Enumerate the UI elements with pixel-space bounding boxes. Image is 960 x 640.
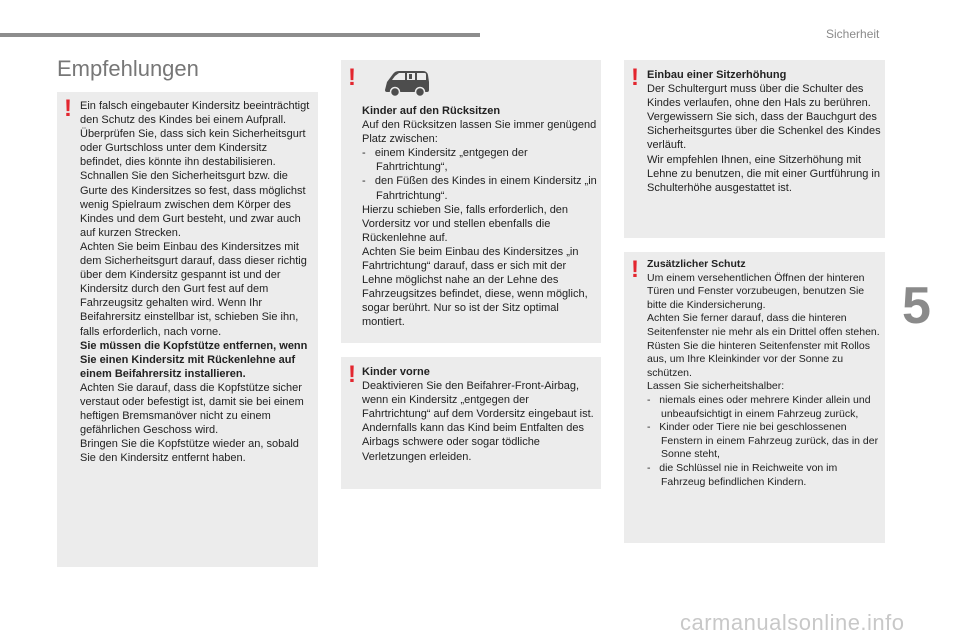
page-heading: Empfehlungen: [57, 56, 199, 81]
section-title: Sicherheit: [826, 27, 880, 41]
paragraph: Auf den Rücksitzen lassen Sie immer genügend Platz zwischen:: [362, 119, 597, 146]
box-title: Kinder vorne: [362, 366, 430, 378]
paragraph: Achten Sie beim Einbau des Kindersitzes „in Fahrtrichtung“ darauf, dass er sich mit der Lehne möglichst nahe an der Lehne des Fahrzeugsitzes befindet, diese, wenn möglich, sogar berührt. Nur so ist der Sitz optimal montiert.: [362, 245, 588, 329]
paragraph: Ein falsch eingebauter Kindersitz beeinträchtigt den Schutz des Kindes bei einem Aufprall.: [80, 100, 310, 127]
recommendation-box-child-seat: [57, 92, 318, 567]
box-title: Kinder auf den Rücksitzen: [362, 105, 501, 117]
footer-watermark: carmanualsonline.info: [680, 610, 905, 635]
paragraph: Achten Sie ferner darauf, dass die hinteren Seitenfenster nie mehr als ein Drittel offen stehen.: [647, 312, 880, 338]
header-rule: [0, 33, 480, 37]
exclamation-icon: !: [631, 64, 639, 91]
paragraph: Achten Sie beim Einbau des Kindersitzes mit dem Sicherheitsgurt darauf, dass dieser richtig über dem Kindersitz gespannt ist und der Kindersitz durch den Gurt fest auf dem Fahrzeugsitz gehalten wird. Wenn Ihr Beifahrersitz einstellbar ist, schieben Sie ihn, falls erforderlich, nach vorne.: [80, 240, 307, 338]
paragraph: Schnallen Sie den Sicherheitsgurt bzw. die Gurte des Kindersitzes so fest, dass möglichst wenig Spielraum zwischen dem Körper des Kindes und dem Gurt besteht, und zwar auch auf kurzen Strecken.: [80, 170, 306, 239]
recommendation-box-rear-seats: [341, 60, 601, 343]
paragraph: Andernfalls kann das Kind beim Entfalten des Airbags schwere oder sogar tödliche Verletzungen erleiden.: [362, 422, 584, 463]
paragraph: Achten Sie darauf, dass die Kopfstütze sicher verstaut oder befestigt ist, damit sie bei einem heftigen Bremsmanöver nicht zu einem gefährlichen Geschoss wird.: [80, 381, 304, 437]
recommendation-box-front-seat: [341, 357, 601, 489]
paragraph: Bringen Sie die Kopfstütze wieder an, sobald Sie den Kindersitz entfernt haben.: [80, 438, 299, 465]
paragraph: Lassen Sie sicherheitshalber:: [647, 380, 785, 393]
paragraph: Überprüfen Sie, dass sich kein Sicherheitsgurt oder Gurtschloss unter dem Kindersitz befindet, dies könnte ihn destabilisieren.: [80, 128, 306, 169]
recommendation-box-booster-seat: [624, 60, 885, 238]
paragraph: Um einem versehentlichen Öffnen der hinteren Türen und Fenster vorzubeugen, benutzen Sie bitte die Kindersicherung.: [647, 271, 865, 311]
paragraph: Hierzu schieben Sie, falls erforderlich, den Vordersitz vor und stellen ebenfalls die Rückenlehne auf.: [362, 203, 569, 244]
list-item: - Kinder oder Tiere nie bei geschlossenen Fenstern in einem Fahrzeug zurück, das in der Sonne steht,: [647, 421, 879, 461]
paragraph: Der Schultergurt muss über die Schulter des Kindes verlaufen, ohne den Hals zu berühren.: [647, 83, 871, 110]
list-item: - den Füßen des Kindes in einem Kindersitz „in Fahrtrichtung“.: [362, 175, 597, 202]
recommendation-box-additional-protection: [624, 252, 885, 543]
paragraph: Wir empfehlen Ihnen, eine Sitzerhöhung mit Lehne zu benutzen, die mit einer Gurtführung in Schulterhöhe ausgestattet ist.: [647, 153, 880, 194]
car-rear-seat-icon: [383, 68, 431, 98]
paragraph: Vergewissern Sie sich, dass der Bauchgurt des Sicherheitsgurtes über die Schenkel des Kindes verläuft.: [647, 111, 881, 152]
list-item: - niemals eines oder mehrere Kinder allein und unbeaufsichtigt in einem Fahrzeug zurück,: [647, 393, 871, 420]
list-item: - einem Kindersitz „entgegen der Fahrtrichtung“,: [362, 147, 528, 174]
chapter-number: 5: [902, 277, 931, 335]
exclamation-icon: !: [64, 95, 72, 122]
exclamation-icon: !: [348, 361, 356, 388]
paragraph: Rüsten Sie die hinteren Seitenfenster mit Rollos aus, um Ihre Kleinkinder vor der Sonne zu schützen.: [647, 339, 870, 379]
exclamation-icon: !: [631, 256, 639, 283]
box-title: Einbau einer Sitzerhöhung: [647, 69, 787, 81]
bold-paragraph: Sie müssen die Kopfstütze entfernen, wenn Sie einen Kindersitz mit Rückenlehne auf einem Beifahrersitz installieren.: [80, 339, 308, 380]
list-item: - die Schlüssel nie in Reichweite von im Fahrzeug befindlichen Kindern.: [647, 461, 838, 488]
exclamation-icon: !: [348, 64, 356, 91]
paragraph: Deaktivieren Sie den Beifahrer-Front-Airbag, wenn ein Kindersitz „entgegen der Fahrtrichtung“ auf dem Vordersitz eingebaut ist.: [362, 380, 594, 421]
box-title: Zusätzlicher Schutz: [647, 258, 746, 270]
